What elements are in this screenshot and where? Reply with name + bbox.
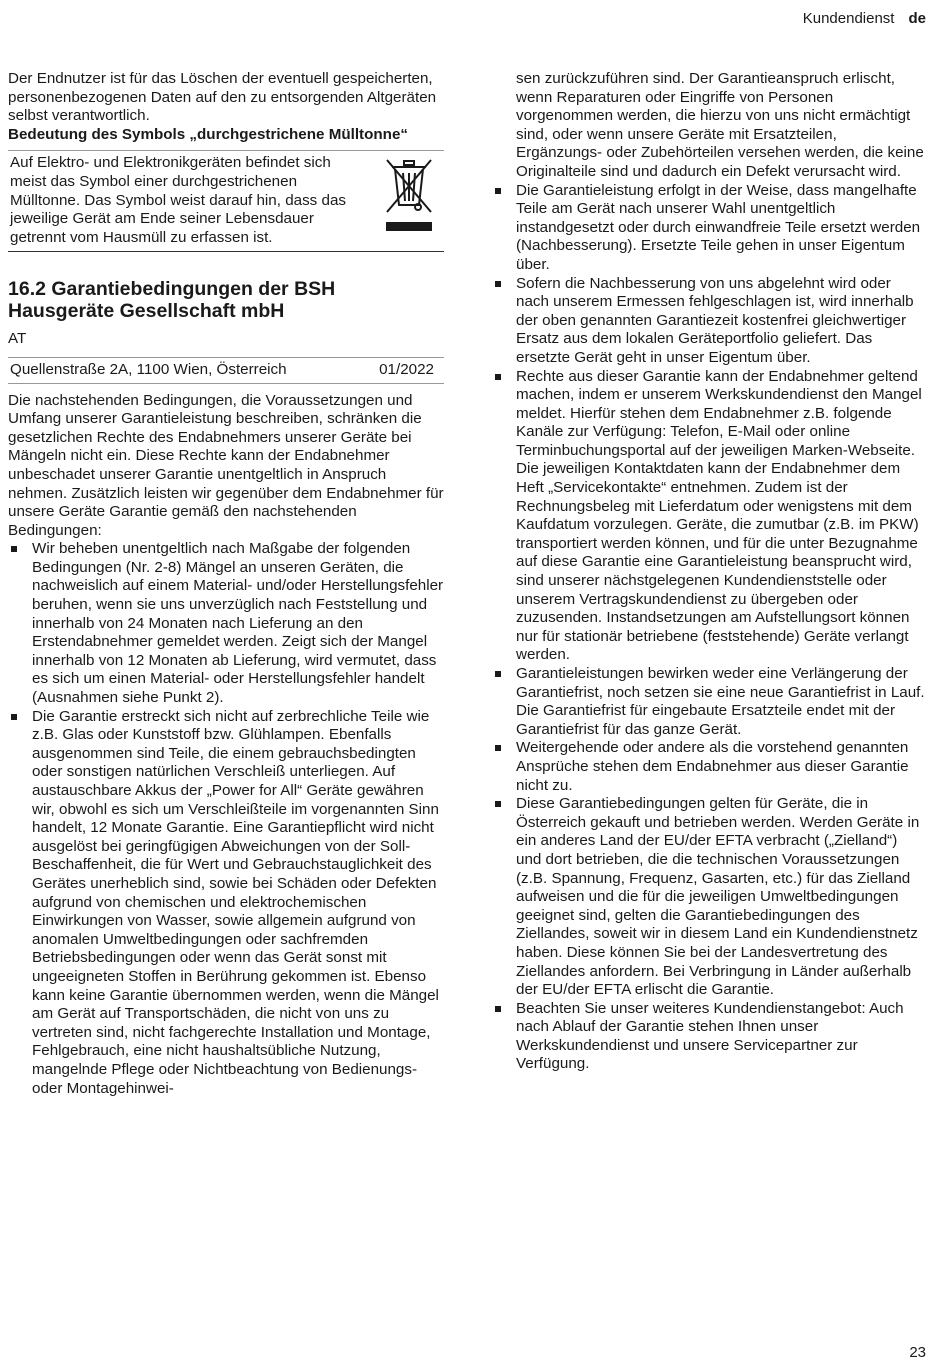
- right-column: [492, 70, 926, 1074]
- symbol-text: Auf Elektro- und Elektronikgeräten befindet sich meist das Symbol einer durchgestrichenen Mülltonne. Das Symbol weist darauf hin, dass das jeweilige Gerät am Ende seiner Lebensdauer getrennt vom Hausmüll zu erfassen ist.: [10, 154, 346, 246]
- symbol-box: [8, 150, 444, 252]
- disposal-intro: Der Endnutzer ist für das Löschen der eventuell gespeicherten, personenbezogenen Daten auf den zu entsorgenden Altgeräten selbst verantwortlich.: [8, 70, 437, 125]
- list-item: Rechte aus dieser Garantie kann der Endabnehmer geltend machen, indem er unserem Werkskundendienst den Mangel meldet. Hierfür stehen dem Endabnehmer z.B. folgende Kanäle zur Verfügung: Telefon, E-Mail oder online Terminbuchungsportal auf der jeweiligen Marken-Webseite. Die jeweiligen Kontaktdaten kann der Endabnehmer dem Heft „Servicekontakte“ entnehmen. Zudem ist der Rechnungsbeleg mit Lieferdatum oder wenigstens mit dem Kaufdatum vorzulegen. Geräte, die zumutbar (z.B. im PKW) transportiert werden können, und für die unter Bezugnahme auf diese Garantie eine Garantieleistung beansprucht wird, sind unserer nächstgelegenen Kundendienststelle oder unserem Vertragskundendienst zu übergeben oder zuzusenden. Instandsetzungen am Aufstellungsort können nur für stationär betriebene (feststehende) Geräte verlangt werden.: [492, 368, 926, 666]
- list-item: Die Garantie erstreckt sich nicht auf zerbrechliche Teile wie z.B. Glas oder Kunststoff bzw. Glühlampen. Ebenfalls ausgenommen sind Teile, die einem gebrauchsbedingten oder sonstigen natürlichen Verschleiß unterliegen. Auf austauschbare Akkus der „Power for All“ Geräte gewähren wir, obwohl es sich um Verschleißteile im vorgenannten Sinn handelt, 12 Monate Garantie. Eine Garantiepflicht wird nicht ausgelöst bei geringfügigen Abweichungen von der Soll-Beschaffenheit, die für Wert und Gebrauchstauglichkeit des Gerätes unerheblich sind, sowie bei Schäden oder Defekten aufgrund von chemischen und elektrochemischen Einwirkungen von Wasser, sowie allgemein aufgrund von anomalen Umweltbedingungen oder sachfremden Betriebsbedingungen oder wenn das Gerät sonst mit ungeeigneten Stoffen in Berührung gekommen ist. Ebenso kann keine Garantie übernommen werden, wenn die Mängel am Gerät auf Transportschäden, die nicht von uns zu vertreten sind, nicht fachgerechte Installation und Montage, Fehlgebrauch, eine nicht haushaltsübliche Nutzung, mangelnde Pflege oder Nichtbeachtung von Bedienungs- oder Montagehinwei-: [8, 708, 444, 1098]
- warranty-list-left: [8, 540, 444, 1098]
- page-number: 23: [909, 1344, 926, 1361]
- address: Quellenstraße 2A, 1100 Wien, Österreich: [10, 360, 287, 378]
- header-section: Kundendienst: [802, 10, 895, 27]
- warranty-list-right: [492, 70, 926, 1074]
- list-item: Sofern die Nachbesserung von uns abgelehnt wird oder nach unserem Ermessen fehlgeschlagen ist, wird innerhalb der oben genannten Garantiezeit kostenfrei gleichwertiger Ersatz aus dem lokalen Geräteportfolio geliefert. Das ersetzte Gerät geht in unser Eigentum über.: [492, 275, 926, 368]
- list-item: Die Garantieleistung erfolgt in der Weise, dass mangelhafte Teile am Gerät nach unserer Wahl unentgeltlich instandgesetzt oder durch einwandfreie Teile ersetzt werden (Nachbesserung). Ersetzte Teile gehen in unser Eigentum über.: [492, 182, 926, 275]
- list-item: Weitergehende oder andere als die vorstehend genannten Ansprüche stehen dem Endabnehmer aus dieser Garantie nicht zu.: [492, 739, 926, 795]
- section-title: 16.2 Garantiebedingungen der BSH Hausgeräte Gesellschaft mbH: [8, 278, 336, 323]
- edition-date: 01/2022: [379, 360, 434, 378]
- crossed-bin-icon: [374, 154, 444, 247]
- list-item-continuation: sen zurückzuführen sind. Der Garantieanspruch erlischt, wenn Reparaturen oder Eingriffe von Personen vorgenommen werden, die hierzu von uns nicht ermächtigt sind, oder wenn unsere Geräte mit Ersatzteilen, Ergänzungs- oder Zubehörteilen versehen werden, die keine Originalteile sind und dadurch ein Defekt verursacht wird.: [516, 70, 924, 180]
- list-item: Diese Garantiebedingungen gelten für Geräte, die in Österreich gekauft und betrieben werden. Werden Geräte in ein anderes Land der EU/der EFTA verbracht („Zielland“) und dort betrieben, die die technischen Voraussetzungen (z.B. Spannung, Frequenz, Gasarten, etc.) für das Zielland aufweisen und die für die jeweiligen Umweltbedingungen geeignet sind, gelten die Garantiebedingungen des Ziellandes, soweit wir in diesem Land ein Kundendienstnetz haben. Diese können Sie bei der Landesvertretung des Ziellandes anfordern. Bei Verbringung in Länder außerhalb der EU/der EFTA erlischt die Garantie.: [492, 795, 926, 1000]
- warranty-intro: Die nachstehenden Bedingungen, die Voraussetzungen und Umfang unserer Garantieleistung beschreiben, schränken die gesetzlichen Rechte des Endabnehmers unserer Geräte bei Mängeln nicht ein. Diese Rechte kann der Endabnehmer unbeschadet unserer Garantie unentgeltlich in Anspruch nehmen. Zusätzlich leisten wir gegenüber dem Endabnehmer für unsere Geräte Garantie gemäß den nachstehenden Bedingungen:: [8, 391, 444, 539]
- list-item: Beachten Sie unser weiteres Kundendienstangebot: Auch nach Ablauf der Garantie stehen Ihnen unser Werkskundendienst und unsere Servicepartner zur Verfügung.: [492, 1000, 926, 1074]
- left-column: [8, 70, 444, 1098]
- header-language: de: [908, 10, 926, 27]
- country-code: AT: [8, 330, 27, 348]
- address-row: [8, 357, 444, 384]
- list-item: Wir beheben unentgeltlich nach Maßgabe der folgenden Bedingungen (Nr. 2-8) Mängel an unseren Geräten, die nachweislich auf einem Material- und/oder Herstellungsfehler beruhen, wenn sie uns unverzüglich nach Feststellung und innerhalb von 24 Monaten nach Lieferung an den Erstendabnehmer gemeldet werden. Zeigt sich der Mangel innerhalb von 12 Monaten ab Lieferung, wird vermutet, dass es sich um einen Material- oder Herstellungsfehler handelt (Ausnahmen siehe Punkt 2).: [8, 540, 444, 707]
- symbol-heading: Bedeutung des Symbols „durchgestrichene Mülltonne“: [8, 125, 408, 143]
- page-header: [803, 10, 926, 27]
- list-item: Garantieleistungen bewirken weder eine Verlängerung der Garantiefrist, noch setzen sie eine neue Garantiefrist in Lauf. Die Garantiefrist für eingebaute Ersatzteile endet mit der Garantiefrist für das ganze Gerät.: [492, 665, 926, 739]
